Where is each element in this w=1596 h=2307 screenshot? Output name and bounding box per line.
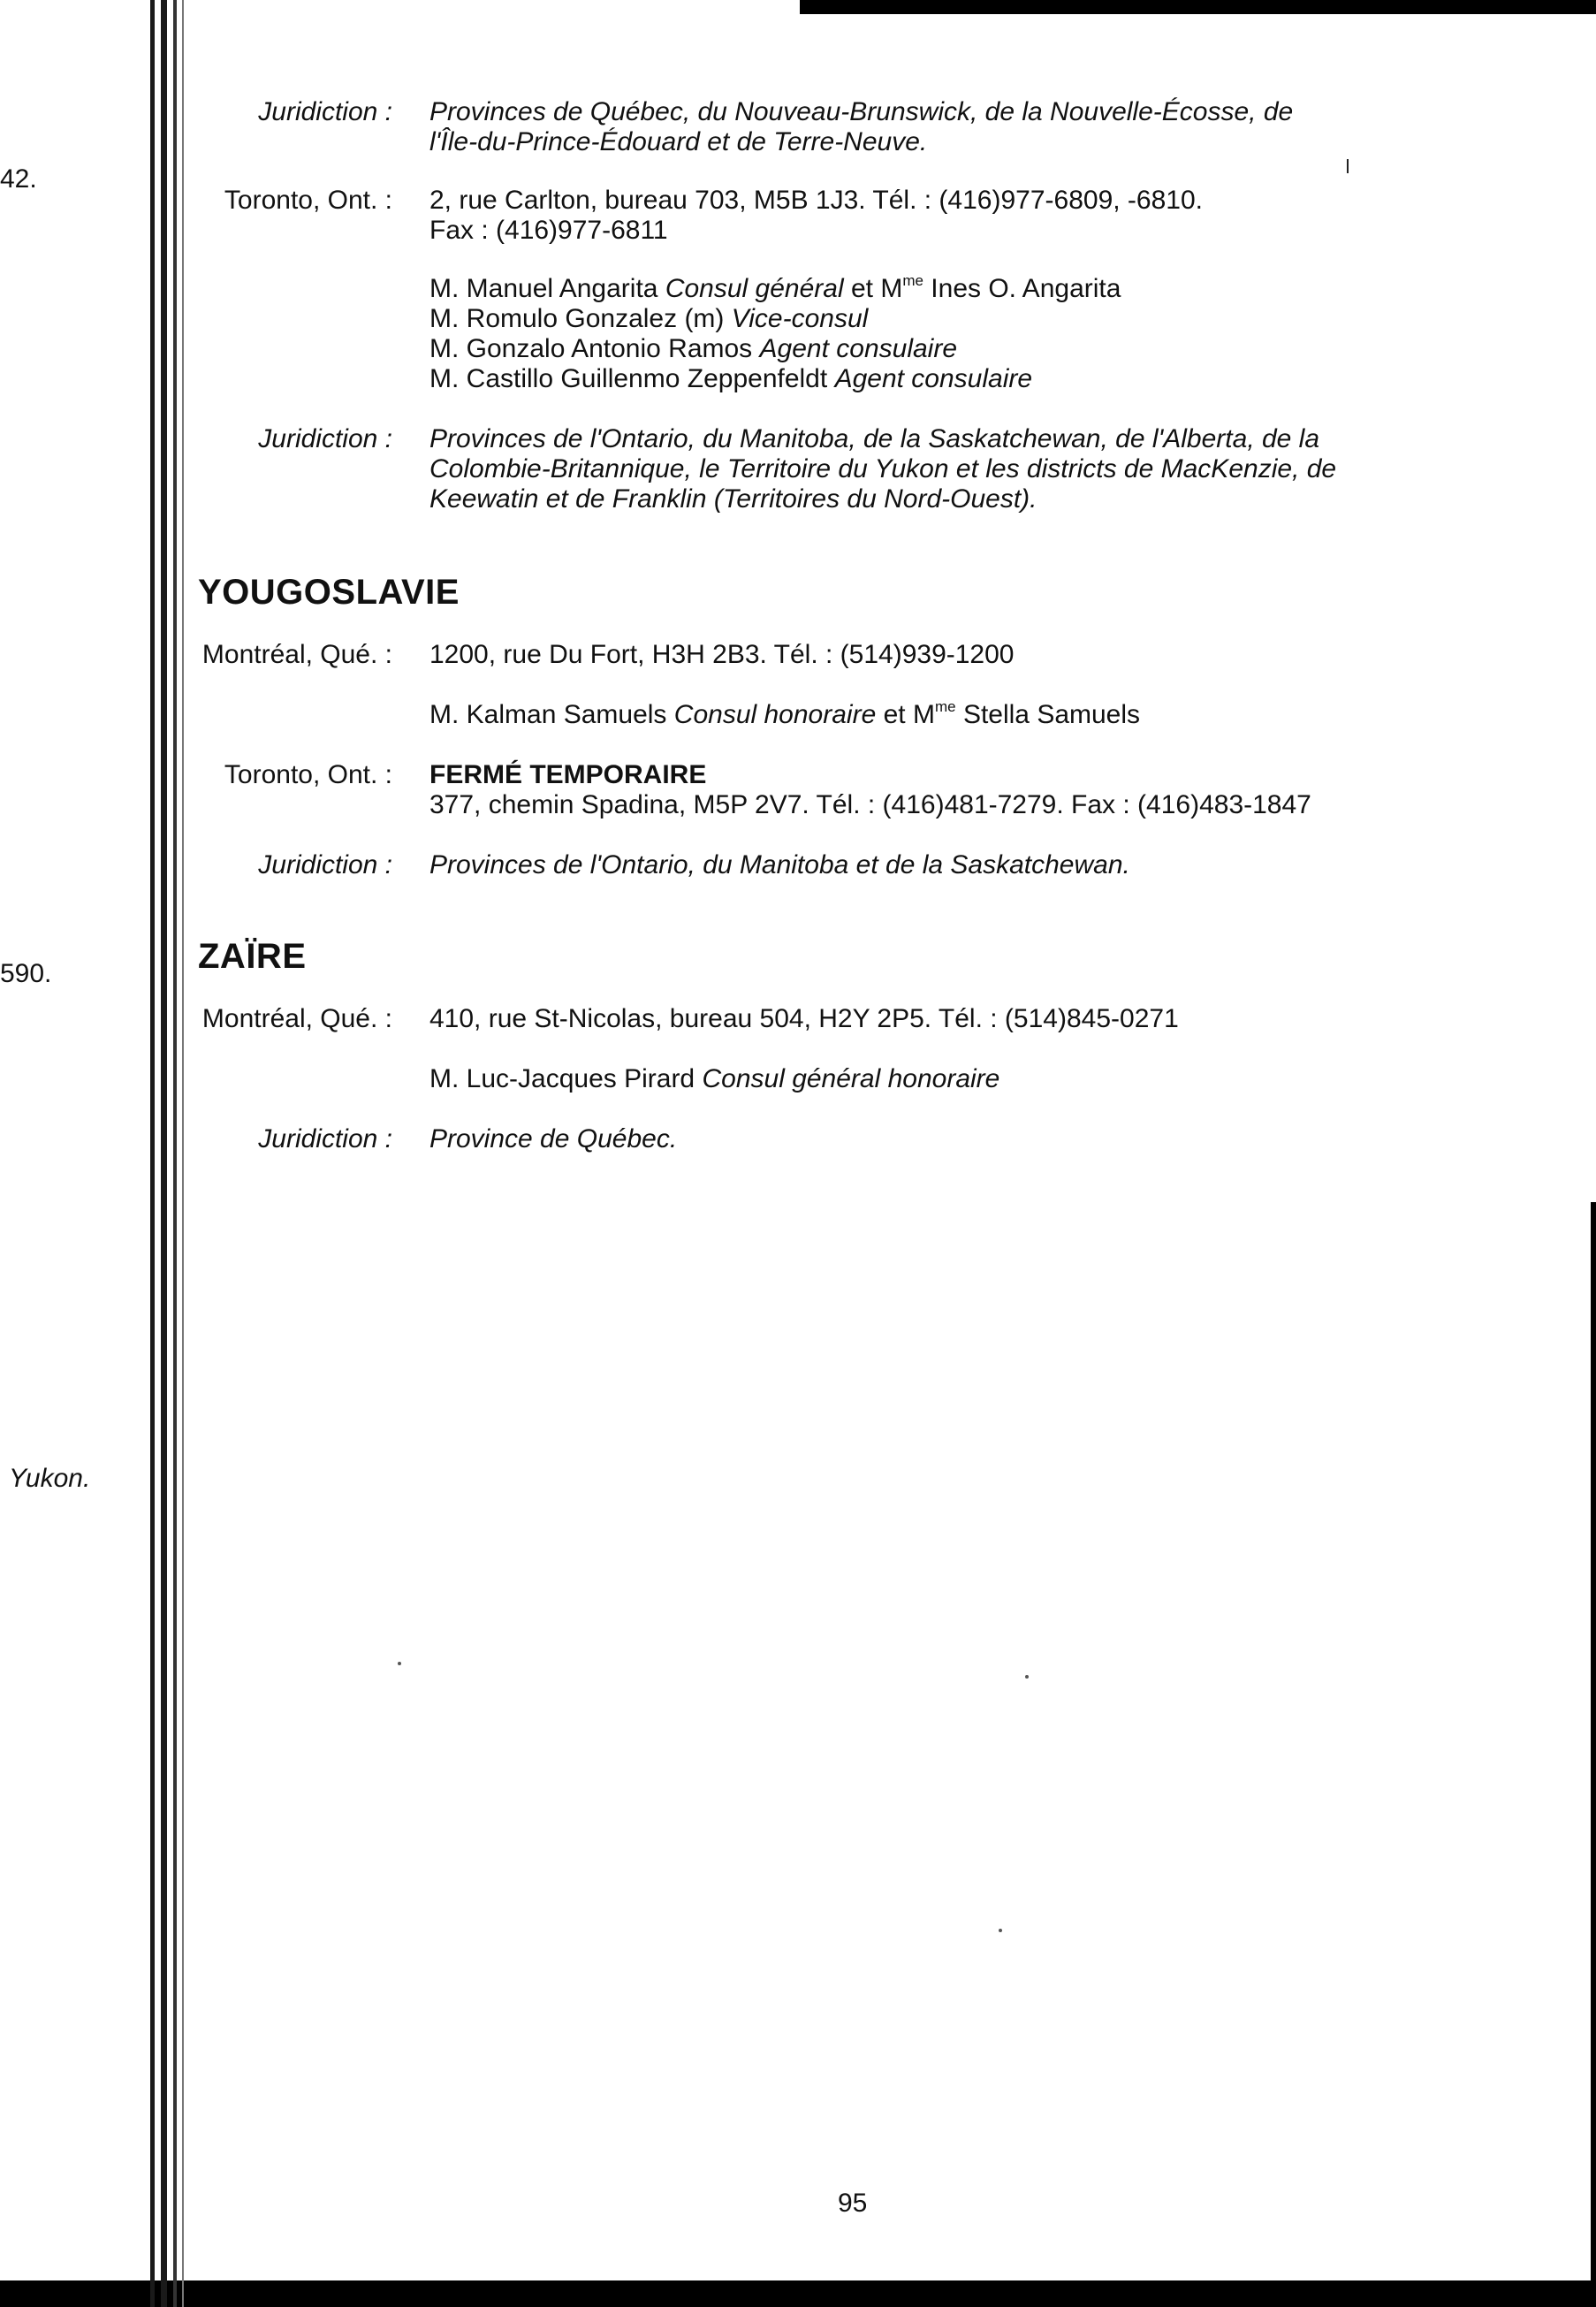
fax-line: Fax : (416)977-6811 (429, 216, 668, 245)
binding-line (161, 0, 167, 2307)
staff-name: M. Gonzalo Antonio Ramos (429, 334, 753, 363)
staff-entry (429, 1064, 1525, 1094)
country-heading: ZAÏRE (198, 937, 307, 976)
staff-spouse: Stella Samuels (962, 700, 1141, 729)
juridiction-text: Province de Québec. (429, 1124, 678, 1154)
staff-title: Consul général (665, 274, 844, 303)
margin-fragment: Yukon. (9, 1464, 91, 1493)
staff-title: Agent consulaire (759, 334, 958, 363)
scan-shadow-top (800, 0, 1596, 14)
staff-name: M. Romulo Gonzalez (m) (429, 304, 725, 333)
staff-name: M. Manuel Angarita (429, 274, 658, 303)
office-label: Montréal, Qué. : (201, 640, 392, 669)
staff-sup: me (902, 272, 923, 289)
juridiction-label: Juridiction : (258, 97, 392, 126)
scan-mark (1347, 159, 1349, 173)
juridiction-label: Juridiction : (258, 1124, 392, 1154)
staff-title: Consul général honoraire (702, 1064, 1000, 1093)
staff-entry (429, 304, 1525, 334)
juridiction-line: Colombie-Britannique, le Territoire du Yukon et les districts de MacKenzie, de (429, 454, 1337, 483)
margin-fragment: 590. (0, 959, 52, 988)
office-label: Montréal, Qué. : (201, 1004, 392, 1033)
scan-shadow-right (1591, 1202, 1596, 2280)
staff-sup: me (934, 698, 956, 715)
page-number: 95 (838, 2189, 868, 2218)
staff-entry (429, 364, 1525, 394)
margin-fragment: 42. (0, 164, 37, 194)
staff-name: M. Kalman Samuels (429, 700, 667, 729)
binding-line (150, 0, 155, 2307)
staff-spouse: Ines O. Angarita (931, 274, 1121, 303)
juridiction-line: l'Île-du-Prince-Édouard et de Terre-Neuve. (429, 127, 928, 156)
binding-line (173, 0, 177, 2307)
office-label: Toronto, Ont. : (224, 760, 392, 789)
juridiction-line: Keewatin et de Franklin (Territoires du Nord-Ouest). (429, 484, 1037, 514)
staff-entry (429, 274, 1525, 304)
juridiction-text (429, 424, 1525, 514)
staff-entry (429, 334, 1525, 364)
juridiction-line: Provinces de Québec, du Nouveau-Brunswick, de la Nouvelle-Écosse, de (429, 97, 1294, 126)
staff-title: Vice-consul (731, 304, 869, 333)
staff-conj: et M (883, 700, 935, 729)
country-heading: YOUGOSLAVIE (198, 573, 460, 612)
juridiction-text (429, 97, 1525, 157)
juridiction-label: Juridiction : (258, 424, 392, 453)
binding-line (182, 0, 184, 2307)
office-address (429, 186, 1525, 246)
staff-conj: et M (850, 274, 903, 303)
staff-title: Agent consulaire (834, 364, 1033, 393)
scan-speck (398, 1662, 401, 1665)
status-badge: FERMÉ TEMPORAIRE (429, 760, 707, 789)
address-line: 377, chemin Spadina, M5P 2V7. Tél. : (416)481-7279. Fax : (416)483-1847 (429, 790, 1311, 819)
office-address (429, 760, 1525, 820)
scan-speck (1025, 1675, 1029, 1679)
address-line: 2, rue Carlton, bureau 703, M5B 1J3. Tél. : (416)977-6809, -6810. (429, 186, 1203, 215)
juridiction-label: Juridiction : (258, 850, 392, 879)
staff-title: Consul honoraire (673, 700, 877, 729)
juridiction-line: Provinces de l'Ontario, du Manitoba, de la Saskatchewan, de l'Alberta, de la (429, 424, 1320, 453)
staff-name: M. Castillo Guillenmo Zeppenfeldt (429, 364, 828, 393)
scan-shadow-bottom (0, 2280, 1596, 2307)
staff-entry (429, 700, 1525, 730)
office-address: 1200, rue Du Fort, H3H 2B3. Tél. : (514)939-1200 (429, 640, 1015, 669)
scan-speck (999, 1929, 1002, 1932)
office-label: Toronto, Ont. : (224, 186, 392, 215)
staff-name: M. Luc-Jacques Pirard (429, 1064, 695, 1093)
staff-list (429, 274, 1525, 394)
juridiction-text: Provinces de l'Ontario, du Manitoba et de la Saskatchewan. (429, 850, 1130, 879)
office-address: 410, rue St-Nicolas, bureau 504, H2Y 2P5. Tél. : (514)845-0271 (429, 1004, 1179, 1033)
